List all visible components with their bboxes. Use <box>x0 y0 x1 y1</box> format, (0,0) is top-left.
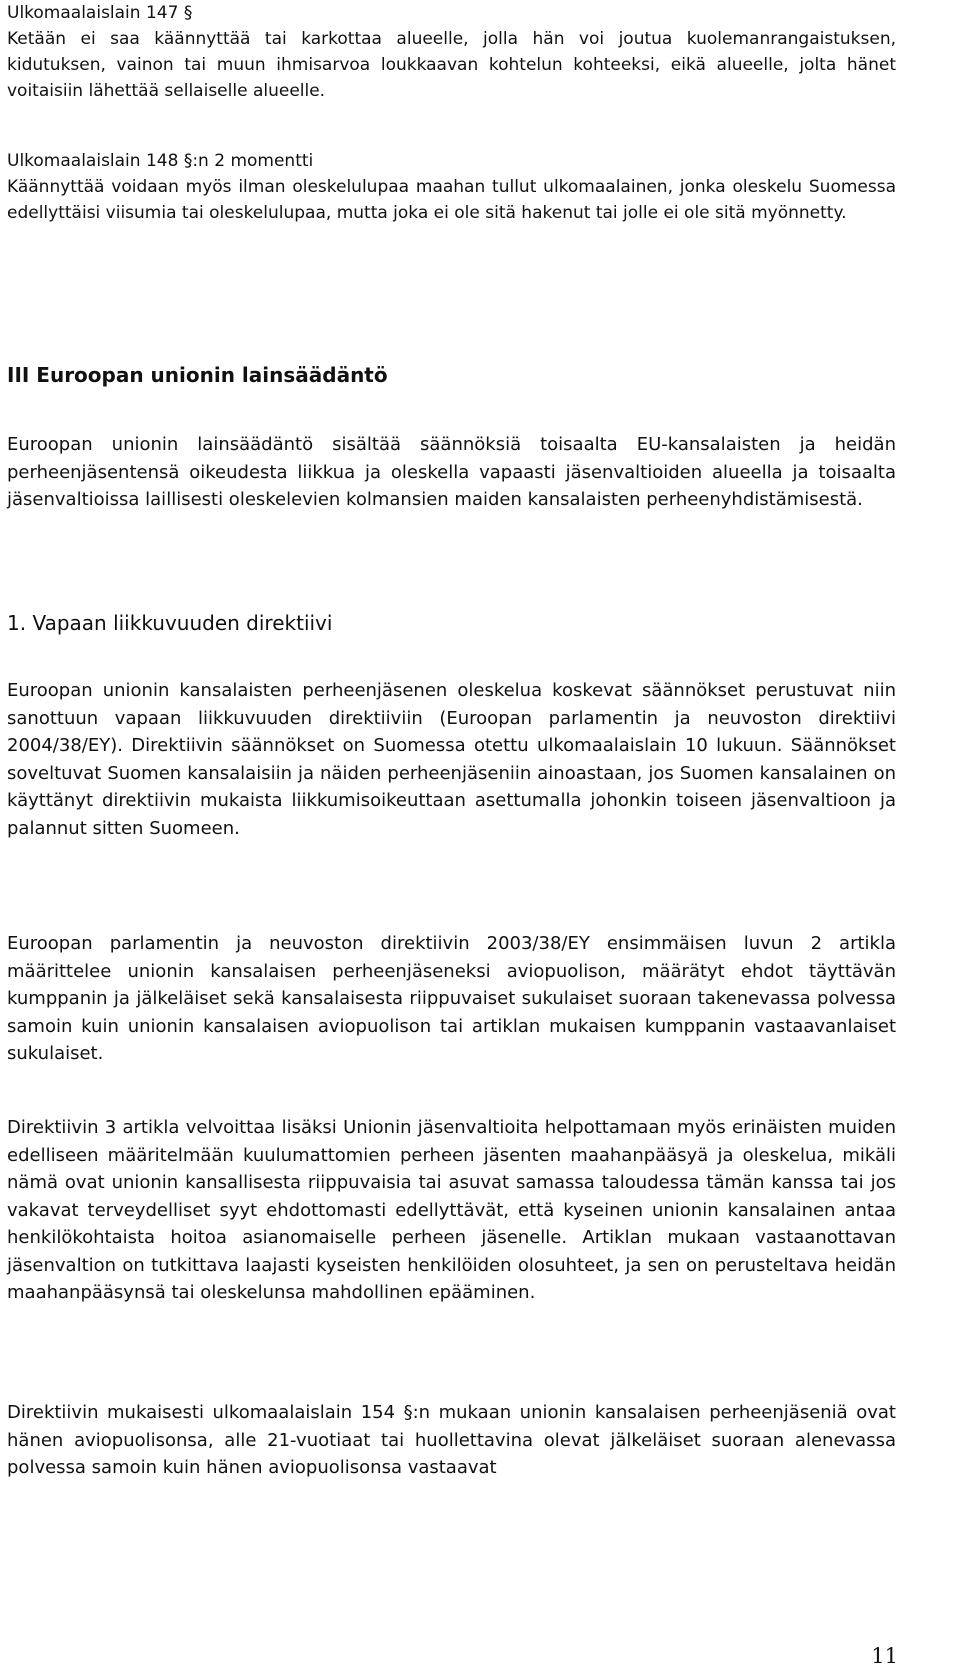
law-147-text: Ketään ei saa käännyttää tai karkottaa alueelle, jolla hän voi joutua kuolemanrangaistuksen, kidutuksen, vainon tai muun ihmisarvoa loukkaavan kohtelun kohteeksi, eikä alueelle, jolta hänet voitaisiin lähettää sellaiselle alueelle. <box>7 29 896 101</box>
law-147-section <box>7 0 896 104</box>
law-147-heading: Ulkomaalaislain 147 § <box>7 3 193 23</box>
eu-intro-paragraph: Euroopan unionin lainsäädäntö sisältää säännöksiä toisaalta EU-kansalaisten ja heidän perheenjäsentensä oikeudesta liikkua ja oleskella vapaasti jäsenvaltioiden alueella ja toisaalta jäsenvaltioissa laillisesti oleskelevien kolmansien maiden kansalaisten perheenyhdistämisestä. <box>7 434 896 510</box>
paragraph-3: Direktiivin 3 artikla velvoittaa lisäksi Unionin jäsenvaltioita helpottamaan myös erinäisten muiden edelliseen määritelmään kuulumattomien perheen jäsenten maahanpääsyä ja oleskelua, mikäli nämä ovat unionin kansallisesta riippuvaisia tai asuvat samassa taloudessa tämän kanssa tai jos vakavat terveydelliset syyt ehdottomasti edellyttävät, että kyseinen unionin kansalainen antaa henkilökohtaista hoitoa asianomaiselle perheen jäsenelle. Artiklan mukaan vastaanottavan jäsenvaltion on tutkittava laajasti kyseisten henkilöiden olosuhteet, ja sen on perusteltava heidän maahanpääsynsä tai oleskelunsa mahdollinen epääminen. <box>7 1117 896 1303</box>
page-number: 11 <box>871 1644 898 1668</box>
law-148-heading: Ulkomaalaislain 148 §:n 2 momentti <box>7 151 314 171</box>
paragraph-4: Direktiivin mukaisesti ulkomaalaislain 154 §:n mukaan unionin kansalaisen perheenjäseniä ovat hänen aviopuolisonsa, alle 21-vuotiaat tai huollettavina olevat jälkeläiset suoraan alenevassa polvessa samoin kuin hänen aviopuolisonsa vastaavat <box>7 1402 896 1478</box>
eu-section-title: III Euroopan unionin lainsäädäntö <box>7 363 388 387</box>
law-148-section <box>7 148 896 226</box>
paragraph-2: Euroopan parlamentin ja neuvoston direktiivin 2003/38/EY ensimmäisen luvun 2 artikla määrittelee unionin kansalaisen perheenjäseneksi aviopuolison, määrätyt ehdot täyttävän kumppanin ja jälkeläiset sekä kansalaisesta riippuvaiset sukulaiset suoraan takenevassa polvessa samoin kuin unionin kansalaisen aviopuolison tai artiklan mukaisen kumppanin vastaavanlaiset sukulaiset. <box>7 933 896 1064</box>
law-148-text: Käännyttää voidaan myös ilman oleskelulupaa maahan tullut ulkomaalainen, jonka oleskelu Suomessa edellyttäisi viisumia tai oleskelulupaa, mutta joka ei ole sitä hakenut tai jolle ei ole sitä myönnetty. <box>7 177 896 223</box>
directive-title: 1. Vapaan liikkuvuuden direktiivi <box>7 611 333 635</box>
paragraph-1: Euroopan unionin kansalaisten perheenjäsenen oleskelua koskevat säännökset perustuvat niin sanottuun vapaan liikkuvuuden direktiiviin (Euroopan parlamentin ja neuvoston direktiivi 2004/38/EY). Direktiivin säännökset on Suomessa otettu ulkomaalaislain 10 lukuun. Säännökset soveltuvat Suomen kansalaisiin ja näiden perheenjäseniin ainoastaan, jos Suomen kansalainen on käyttänyt direktiivin mukaista liikkumisoikeuttaan asettumalla johonkin toiseen jäsenvaltioon ja palannut sitten Suomeen. <box>7 680 896 839</box>
